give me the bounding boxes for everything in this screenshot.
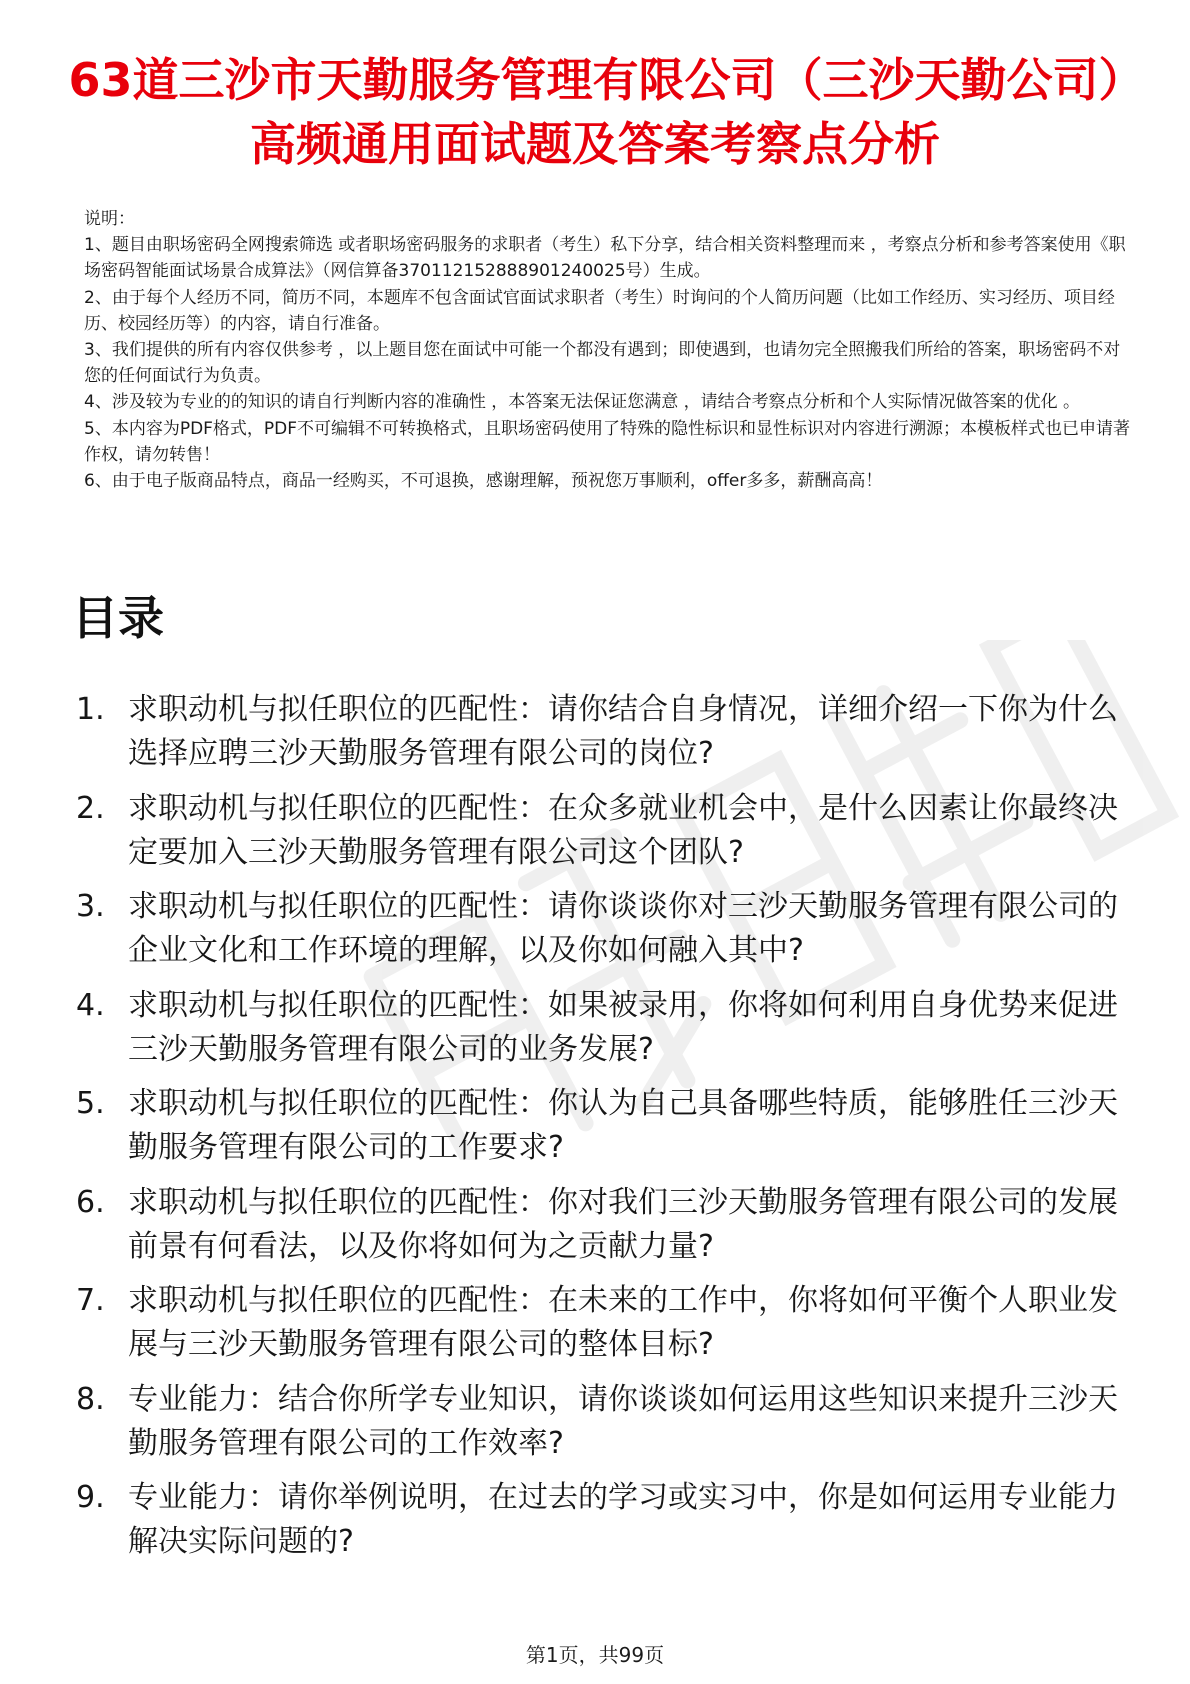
toc-item-9[interactable] (68, 1476, 1138, 1564)
toc-item-text: 求职动机与拟任职位的匹配性：在众多就业机会中，是什么因素让你最终决定要加入三沙天勤服务管理有限公司这个团队? (128, 790, 1118, 870)
toc-item-number: 9. (76, 1480, 105, 1515)
note-item-5: 5、本内容为PDF格式，PDF不可编辑不可转换格式，且职场密码使用了特殊的隐性标识和显性标识对内容进行溯源；本模板样式也已申请著作权，请勿转售！ (84, 418, 1131, 465)
toc-item-number: 2. (76, 790, 105, 826)
toc-item-number: 3. (76, 889, 105, 924)
toc-item-number: 5. (76, 1086, 105, 1121)
notes-section (84, 206, 1134, 494)
notes-heading: 说明： (84, 209, 135, 229)
note-item-2: 2、由于每个人经历不同，简历不同，本题库不包含面试官面试求职者（考生）时询问的个人简历问题（比如工作经历、实习经历、项目经历、校园经历等）的内容，请自行准备。 (84, 287, 1115, 334)
toc-item-text: 专业能力：结合你所学专业知识，请你谈谈如何运用这些知识来提升三沙天勤服务管理有限公司的工作效率? (128, 1381, 1118, 1461)
toc-item-number: 1. (76, 692, 105, 727)
toc-item-2[interactable] (68, 787, 1138, 875)
toc-item-number: 8. (76, 1381, 105, 1417)
note-item-3: 3、我们提供的所有内容仅供参考 ，以上题目您在面试中可能一个都没有遇到；即使遇到，也请勿完全照搬我们所给的答案，职场密码不对您的任何面试行为负责。 (84, 340, 1121, 387)
toc-item-text: 求职动机与拟任职位的匹配性：在未来的工作中，你将如何平衡个人职业发展与三沙天勤服务管理有限公司的整体目标? (128, 1283, 1118, 1362)
toc-item-number: 4. (76, 987, 105, 1023)
toc-item-3[interactable] (68, 885, 1138, 973)
toc-item-text: 求职动机与拟任职位的匹配性：请你结合自身情况，详细介绍一下你为什么选择应聘三沙天勤服务管理有限公司的岗位? (128, 692, 1118, 771)
toc-heading: 目录 (72, 591, 164, 645)
page-footer: 第1页，共99页 (525, 1643, 665, 1667)
toc-item-8[interactable] (68, 1378, 1138, 1466)
toc-item-number: 6. (76, 1184, 105, 1220)
toc-item-6[interactable] (68, 1181, 1138, 1269)
toc-item-4[interactable] (68, 984, 1138, 1072)
toc-item-text: 求职动机与拟任职位的匹配性：你认为自己具备哪些特质，能够胜任三沙天勤服务管理有限公司的工作要求? (128, 1086, 1118, 1165)
toc-item-number: 7. (76, 1283, 105, 1318)
note-item-6: 6、由于电子版商品特点，商品一经购买，不可退换，感谢理解，预祝您万事顺利，offer多多，薪酬高高！ (84, 471, 883, 492)
note-item-4: 4、涉及较为专业的的知识的请自行判断内容的准确性 ，本答案无法保证您满意 ，请结合考察点分析和个人实际情况做答案的优化 。 (84, 392, 1081, 413)
note-item-1: 1、题目由职场密码全网搜索筛选 或者职场密码服务的求职者（考生）私下分享，结合相关资料整理而来 ，考察点分析和参考答案使用《职场密码智能面试场景合成算法》（网信算备370112152888901240025号）生成。 (84, 235, 1126, 282)
toc-item-1[interactable] (68, 688, 1138, 776)
document-title: 63道三沙市天勤服务管理有限公司（三沙天勤公司）高频通用面试题及答案考察点分析 (68, 53, 1122, 171)
toc-item-text: 专业能力：请你举例说明，在过去的学习或实习中，你是如何运用专业能力解决实际问题的? (128, 1480, 1118, 1559)
toc-item-text: 求职动机与拟任职位的匹配性：请你谈谈你对三沙天勤服务管理有限公司的企业文化和工作环境的理解，以及你如何融入其中? (128, 889, 1118, 968)
toc-item-text: 求职动机与拟任职位的匹配性：如果被录用，你将如何利用自身优势来促进三沙天勤服务管理有限公司的业务发展? (128, 987, 1118, 1067)
toc-item-5[interactable] (68, 1082, 1138, 1170)
toc-item-7[interactable] (68, 1279, 1138, 1367)
toc-item-text: 求职动机与拟任职位的匹配性：你对我们三沙天勤服务管理有限公司的发展前景有何看法，以及你将如何为之贡献力量? (128, 1184, 1118, 1264)
toc-list (68, 688, 1138, 1575)
